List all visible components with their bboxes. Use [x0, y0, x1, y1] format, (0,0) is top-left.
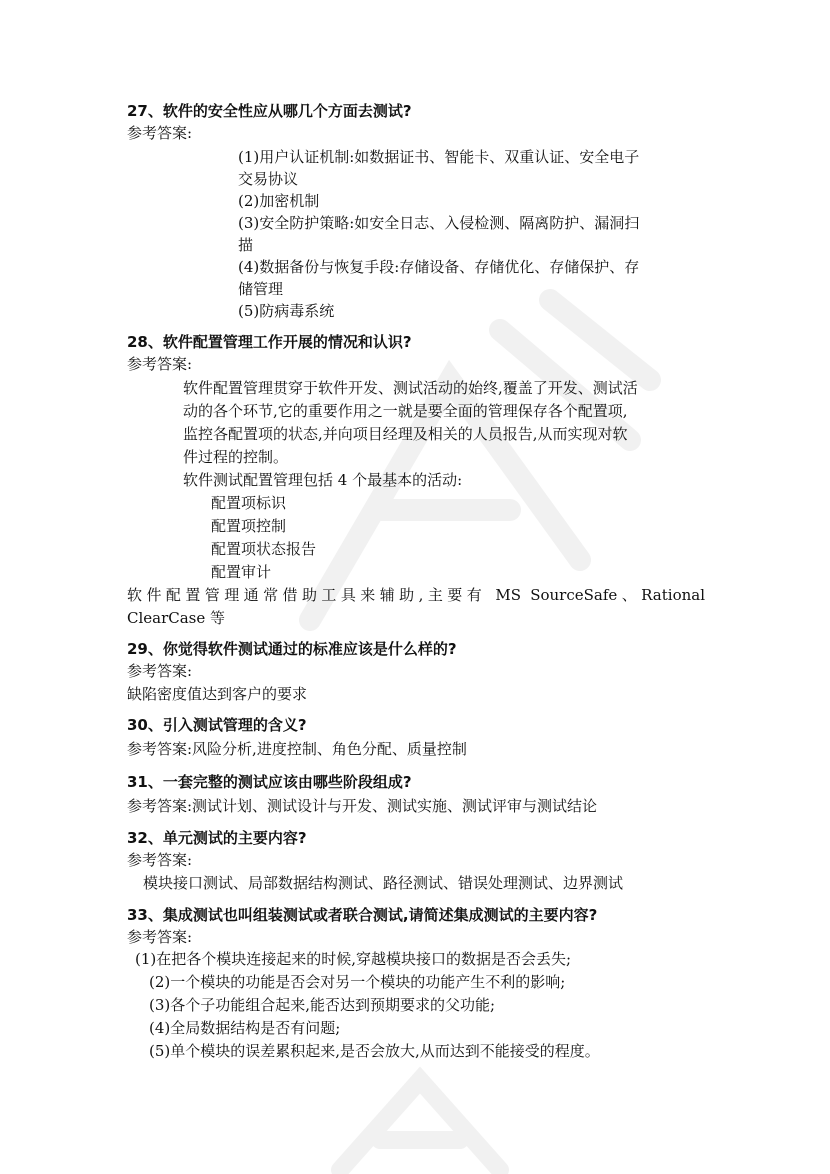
q28-paragraph-line: 软件配置管理贯穿于软件开发、测试活动的始终,覆盖了开发、测试活	[183, 379, 638, 397]
q27-item: 储管理	[238, 280, 284, 298]
question-29-answer: 缺陷密度值达到客户的要求	[127, 685, 308, 703]
q33-item: (2)一个模块的功能是否会对另一个模块的功能产生不利的影响;	[149, 973, 566, 991]
question-28-title: 28、软件配置管理工作开展的情况和认识?	[127, 333, 412, 351]
q27-item: 描	[238, 236, 254, 254]
question-32-title: 32、单元测试的主要内容?	[127, 829, 307, 847]
question-31-answer: 参考答案:测试计划、测试设计与开发、测试实施、测试评审与测试结论	[127, 797, 598, 815]
q33-item: (5)单个模块的误差累积起来,是否会放大,从而达到不能接受的程度。	[149, 1042, 600, 1060]
q27-item: (2)加密机制	[238, 192, 320, 210]
question-30-title: 30、引入测试管理的含义?	[127, 716, 307, 734]
q28-activity: 配置审计	[211, 563, 272, 581]
q33-item: (3)各个子功能组合起来,能否达到预期要求的父功能;	[149, 996, 496, 1014]
question-32-answer: 模块接口测试、局部数据结构测试、路径测试、错误处理测试、边界测试	[143, 874, 624, 892]
q28-activity: 配置项控制	[211, 517, 287, 535]
question-32-answer-label: 参考答案:	[127, 851, 193, 869]
question-33-answer-label: 参考答案:	[127, 928, 193, 946]
question-29-title: 29、你觉得软件测试通过的标准应该是什么样的?	[127, 640, 457, 658]
q33-item: (1)在把各个模块连接起来的时候,穿越模块接口的数据是否会丢失;	[135, 950, 572, 968]
q27-item: 交易协议	[238, 170, 299, 188]
q27-item: (5)防病毒系统	[238, 302, 335, 320]
q28-paragraph-line: 动的各个环节,它的重要作用之一就是要全面的管理保存各个配置项,	[183, 402, 628, 420]
q27-item: (1)用户认证机制:如数据证书、智能卡、双重认证、安全电子	[238, 148, 640, 166]
question-28-answer-label: 参考答案:	[127, 355, 193, 373]
q33-item: (4)全局数据结构是否有问题;	[149, 1019, 341, 1037]
question-33-title: 33、集成测试也叫组装测试或者联合测试,请简述集成测试的主要内容?	[127, 906, 598, 924]
question-29-answer-label: 参考答案:	[127, 662, 193, 680]
question-27-answer-label: 参考答案:	[127, 124, 193, 142]
q28-paragraph-2: 软件测试配置管理包括 4 个最基本的活动:	[183, 471, 463, 489]
question-30-answer: 参考答案:风险分析,进度控制、角色分配、质量控制	[127, 740, 467, 758]
q28-paragraph-line: 监控各配置项的状态,并向项目经理及相关的人员报告,从而实现对软	[183, 425, 628, 443]
question-31-title: 31、一套完整的测试应该由哪些阶段组成?	[127, 773, 412, 791]
question-27-title: 27、软件的安全性应从哪几个方面去测试?	[127, 102, 412, 120]
q28-activity: 配置项状态报告	[211, 540, 317, 558]
q28-activity: 配置项标识	[211, 494, 287, 512]
q27-item: (3)安全防护策略:如安全日志、入侵检测、隔离防护、漏洞扫	[238, 214, 640, 232]
q27-item: (4)数据备份与恢复手段:存储设备、存储优化、存储保护、存	[238, 258, 640, 276]
q28-tools-line: 软件配置管理通常借助工具来辅助,主要有 MS SourceSafe、Rational	[127, 586, 705, 604]
q28-paragraph-line: 件过程的控制。	[183, 448, 289, 466]
watermark-graphic-bottom	[320, 1060, 520, 1174]
q28-tools-line-2: ClearCase 等	[127, 609, 226, 627]
